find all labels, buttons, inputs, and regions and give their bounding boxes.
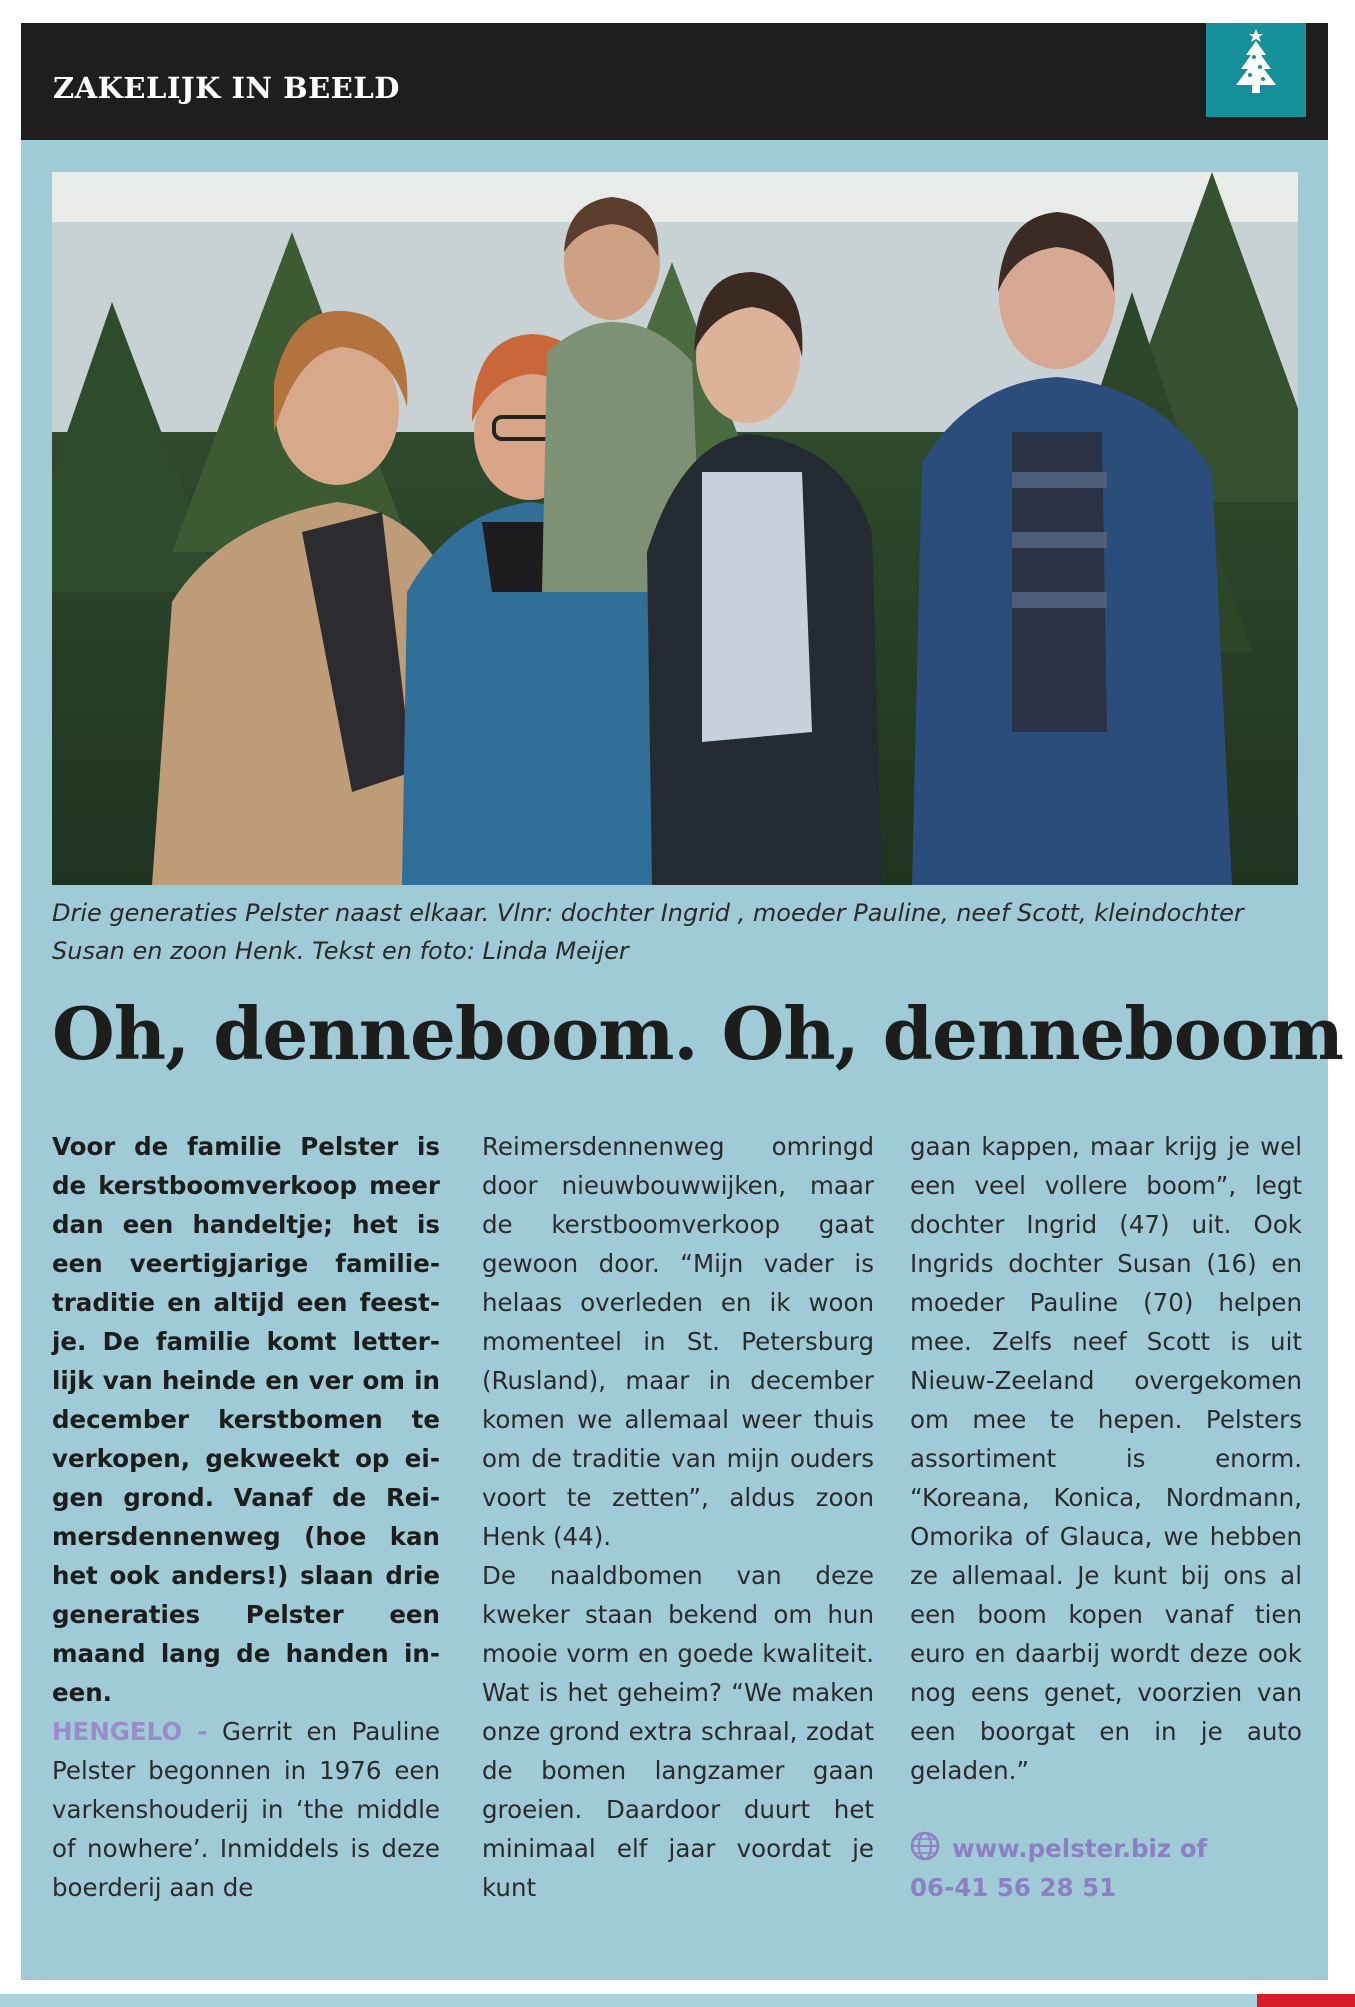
paragraph-2-start: De naaldbomen van deze kweker staan bekend om hun mooie vorm en goede kwaliteit. Wat is het geheim? “We maken onze grond extra schraal, zodat de bomen langzamer gaan groeien. Daardoor duurt het minimaal elf jaar voordat je kunt [482,1561,874,1902]
paragraph-2-end: gaan kappen, maar krijg je wel een veel vollere boom”, legt dochter Ingrid (47) uit. Ook Ingrids dochter Susan (16) en moeder Pauline (70) helpen mee. Zelfs neef Scott is uit Nieuw-Zeeland overgekomen om mee te hepen. Pelsters assortiment is enorm. “Koreana, Konica, Nordmann, Omorika of Glauca, we hebben ze allemaal. Je kunt bij ons al een boom kopen vanaf tien euro en daarbij wordt deze ook nog eens genet, voorzien van een boorgat en in je auto geladen.” [910,1132,1302,1785]
dateline: HENGELO - [52,1717,208,1746]
article-headline: Oh, denneboom. Oh, denneboom [52,991,1343,1076]
paragraph-1-start: Gerrit en Pauline Pelster begonnen in 1976 een varkenshouderij in ‘the middle of nowhere’. Inmiddels is deze boerderij aan de [52,1717,441,1902]
family-photo [52,172,1298,885]
contact-info [910,1829,1302,1907]
photo-caption [52,894,1292,970]
article-column-1 [52,1127,440,1907]
article-paragraph-1 [52,1712,440,1907]
article-lead: Voor de familie Pelster is de kerstboomverkoop meer dan een handeltje; het is een veertigjarige familietraditie en altijd een feestje. De familie komt letterlijk van heinde en ver om in december kerstbomen te verkopen, gekweekt op eigen grond. Vanaf de Reimersdennenweg (hoe kan het ook anders!) slaan drie generaties Pelster een maand lang de handen ineen. [52,1132,440,1707]
page-bottom-bar [0,1994,1355,2007]
section-header [21,23,1328,140]
website-link[interactable]: www.pelster.biz of [952,1834,1208,1863]
christmas-tree-icon [1233,27,1279,99]
article-column-3 [910,1127,1302,1907]
article-column-2 [482,1127,874,1907]
page-corner-marker [1257,1994,1355,2007]
globe-icon [910,1831,940,1861]
section-title: ZAKELIJK IN BEELD [53,71,400,105]
caption-line-1: Drie generaties Pelster naast elkaar. Vlnr: dochter Ingrid , moeder Pauline, neef Scott, kleindochter [52,899,1244,927]
paragraph-1-end: Reimersdennenweg omringd door nieuwbouwwijken, maar de kerstboomverkoop gaat gewoon door. “Mijn vader is helaas overleden en ik woon momenteel in St. Petersburg (Rusland), maar in december komen we allemaal weer thuis om de traditie van mijn ouders voort te zetten”, aldus zoon Henk (44). [482,1132,874,1551]
section-badge [1206,23,1306,117]
caption-line-2: Susan en zoon Henk. Tekst en foto: Linda Meijer [52,937,629,965]
article-panel [21,140,1343,1980]
phone-number: 06-41 56 28 51 [910,1873,1117,1902]
